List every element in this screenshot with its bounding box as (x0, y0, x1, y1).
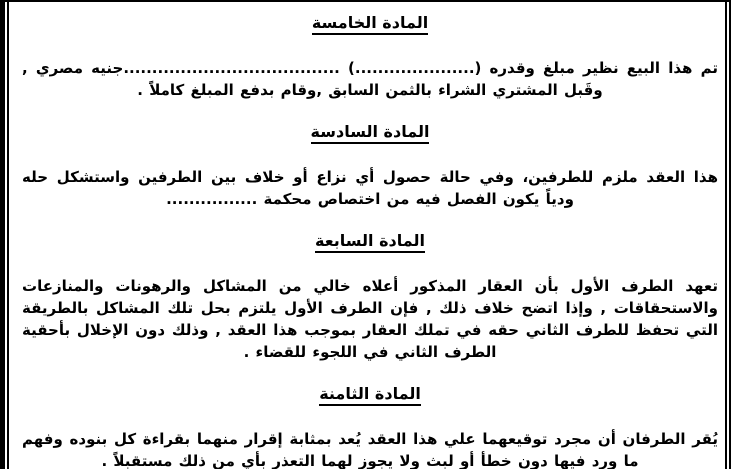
article-five-heading (22, 13, 718, 33)
article-six-heading (22, 122, 718, 142)
page-border-left-outer (0, 0, 5, 469)
section-article-five (22, 13, 718, 101)
article-eight-heading (22, 384, 718, 404)
section-article-eight (22, 384, 718, 469)
article-five-heading-text: المادة الخامسة (312, 13, 428, 35)
article-seven-paragraph: تعهد الطرف الأول بأن العقار المذكور أعلاه خالي من المشاكل والرهونات والمنازعات والاستحقاقات , وإذا اتضح خلاف ذلك , فإن الطرف الأول يلتزم بحل تلك المشاكل بالطريقة التي تحفظ للطرف الثاني حقه في تملك العقار بموجب هذا العقد , وذلك دون الإخلال بأحقية الطرف الثاني في اللجوء للقضاء . (22, 277, 718, 361)
article-six-paragraph: هذا العقد ملزم للطرفين، وفي حالة حصول أي نزاع أو خلاف بين الطرفين واستشكل حله ودياً يكون الفصل فيه من اختصاص محكمة ................ (22, 168, 718, 208)
article-five-paragraph: تم هذا البيع نظير مبلغ وقدره (.....................) ......................................جنيه مصري , وقَبل المشتري الشراء بالثمن السابق ,وقام بدفع المبلغ كاملاً . (22, 59, 718, 99)
article-eight-paragraph: يُقر الطرفان أن مجرد توقيعهما علي هذا العقد يُعد بمثابة إقرار منهما بقراءة كل بنوده وفهم ما ورد فيها دون خطأ أو لبث ولا يجوز لهما التعذر بأي من ذلك مستقبلاً . (22, 430, 718, 469)
article-six-heading-text: المادة السادسة (311, 122, 430, 144)
article-eight-heading-text: المادة الثامنة (319, 384, 421, 406)
document-content (22, 0, 718, 469)
page-border-right-inner (725, 0, 727, 469)
page-border-left-inner (7, 0, 9, 469)
section-article-six (22, 122, 718, 210)
article-seven-heading (22, 231, 718, 251)
section-article-seven (22, 231, 718, 363)
article-seven-heading-text: المادة السابعة (315, 231, 425, 253)
